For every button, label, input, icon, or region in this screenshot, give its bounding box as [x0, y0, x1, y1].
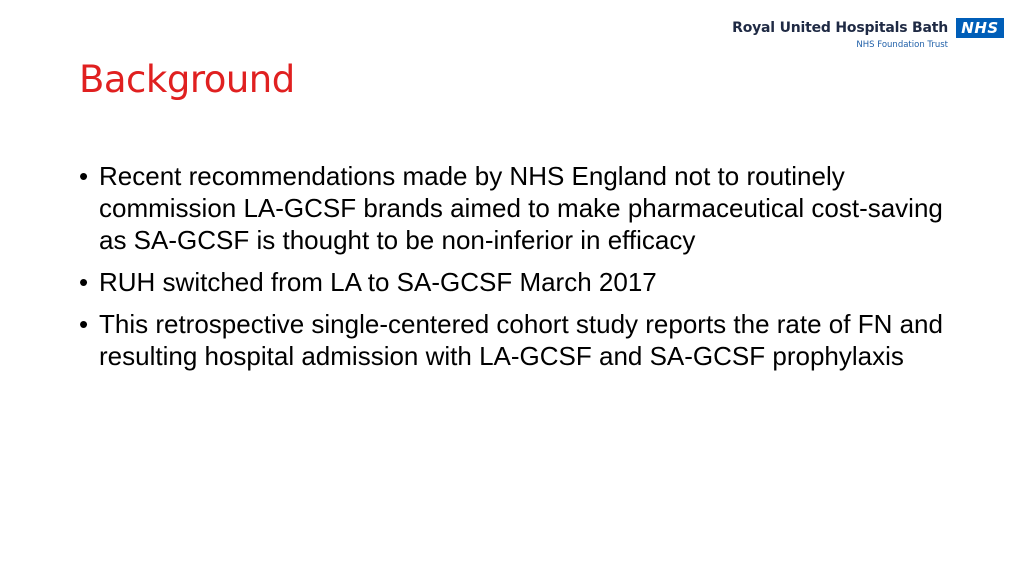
- trust-logo: [732, 16, 1004, 56]
- org-name: Royal United Hospitals Bath: [732, 20, 948, 36]
- org-subtitle: NHS Foundation Trust: [856, 40, 948, 50]
- bullet-item: [79, 266, 949, 298]
- bullet-item: [79, 308, 949, 372]
- bullet-dot: •: [79, 309, 89, 339]
- bullet-text: RUH switched from LA to SA-GCSF March 2017: [99, 267, 657, 297]
- bullet-list: [79, 160, 949, 382]
- bullet-text: This retrospective single-centered cohort study reports the rate of FN and resulting hospital admission with LA-GCSF and SA-GCSF prophylaxis: [99, 309, 943, 371]
- nhs-logo-badge: NHS: [956, 18, 1004, 38]
- slide-title: Background: [79, 58, 295, 101]
- bullet-item: [79, 160, 949, 256]
- bullet-dot: •: [79, 161, 89, 191]
- bullet-dot: •: [79, 267, 89, 297]
- bullet-text: Recent recommendations made by NHS England not to routinely commission LA-GCSF brands aimed to make pharmaceutical cost-saving as SA-GCSF is thought to be non-inferior in efficacy: [99, 161, 943, 255]
